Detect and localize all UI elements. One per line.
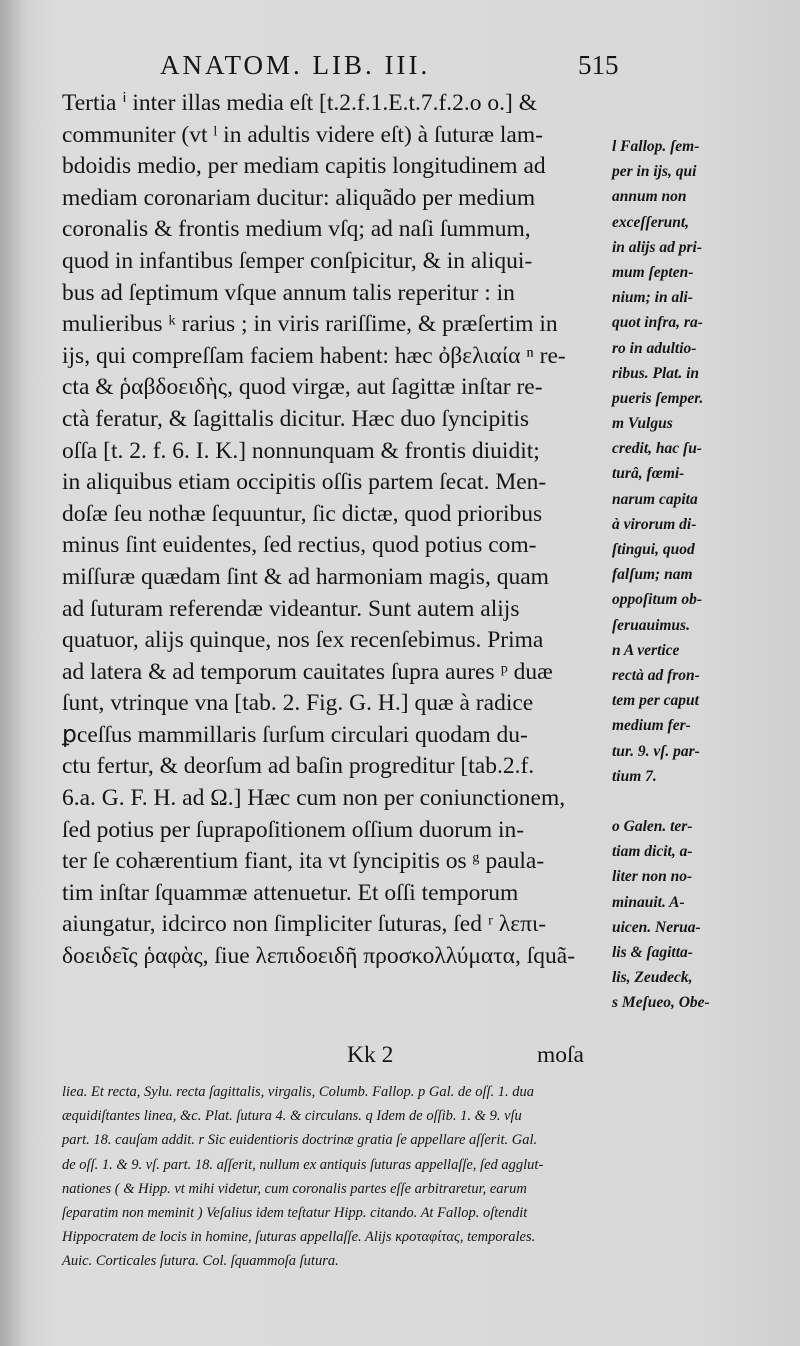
text-line: cta & ῥαβδοειδὴς, quod virgæ, aut ſagittæ inſtar re- <box>62 374 543 401</box>
margin-line: uicen. Nerua- <box>612 918 701 936</box>
text-line: ad latera & ad temporum cauitates ſupra aures ᵖ duæ <box>62 658 553 685</box>
footnote-line: ſeparatim non meminit ) Veſalius idem teſtatur Hipp. citando. At Fallop. oſtendit <box>62 1204 528 1221</box>
footnote-line: liea. Et recta, Sylu. recta ſagittalis, virgalis, Columb. Fallop. p Gal. de oſſ. 1. dua <box>62 1084 535 1100</box>
margin-line: ſeruauimus. <box>612 616 690 634</box>
text-line: mulieribus ᵏ rarius ; in viris rariſſime, & præſertim in <box>62 311 558 338</box>
margin-line: tiam dicit, a- <box>612 843 693 861</box>
text-line: bus ad ſeptimum vſque annum talis reperitur : in <box>62 279 515 306</box>
footnote-line: æquidiſtantes linea, &c. Plat. ſutura 4. & circulans. q Idem de oſſib. 1. & 9. vſu <box>62 1108 522 1125</box>
footnote-line: part. 18. cauſam addit. r Sic euidentioris doctrinæ gratia ſe appellare aſſerit. Gal. <box>62 1132 538 1149</box>
margin-line: exceſſerunt, <box>612 213 690 231</box>
margin-line: ribus. Plat. in <box>612 364 699 382</box>
margin-line: minauit. A- <box>612 893 685 911</box>
margin-line: tem per caput <box>612 692 699 710</box>
margin-line: ſtingui, quod <box>612 541 695 558</box>
margin-line: turâ, fœmi- <box>612 465 685 483</box>
footnote-line: de oſſ. 1. & 9. vſ. part. 18. aſſerit, nullum ex antiquis ſuturas appellaſſe, ſed agglut- <box>62 1156 544 1173</box>
text-line: ctu fertur, & deorſum ad baſin progreditur [tab.2.f. <box>62 753 535 780</box>
text-line: δοειδεῖς ῥαφὰς, ſiue λεπιδοειδῆ προσκολλύματα, ſquã- <box>62 943 576 970</box>
margin-line: quot infra, ra- <box>612 314 703 332</box>
margin-line: medium fer- <box>612 717 691 735</box>
text-line: mediam coronariam ducitur: aliquãdo per medium <box>62 184 536 211</box>
margin-line: pueris ſemper. <box>612 389 704 407</box>
margin-line: ro in adultio- <box>612 339 697 357</box>
text-line: quod in infantibus ſemper conſpicitur, & in aliqui- <box>62 247 533 274</box>
text-line: coronalis & frontis medium vſq; ad naſi ſummum, <box>62 216 531 243</box>
page-number: 515 <box>578 50 619 80</box>
running-title: ANATOM. LIB. III. <box>160 50 431 80</box>
footnote-line <box>62 1322 782 1346</box>
margin-line: o Galen. ter- <box>612 818 693 836</box>
text-line: 6.a. G. F. H. ad Ω.] Hæc cum non per coniunctionem, <box>62 785 566 812</box>
margin-line: s Meſueo, Obe- <box>612 994 710 1012</box>
margin-line: m Vulgus <box>612 415 673 433</box>
text-line: doſæ ſeu nothæ ſequuntur, ſic dictæ, quod prioribus <box>62 500 543 527</box>
margin-line: lis & ſagitta- <box>612 944 693 961</box>
running-header <box>160 50 619 81</box>
text-line: communiter (vt ˡ in adultis videre eſt) à ſuturæ lam- <box>62 121 543 148</box>
margin-line: in alijs ad pri- <box>612 238 703 256</box>
text-line: tim inſtar ſquammæ attenuetur. Et oſſi temporum <box>62 879 519 906</box>
margin-line <box>612 789 797 814</box>
text-line: ctà feratur, & ſagittalis dicitur. Hæc duo ſyncipitis <box>62 405 529 432</box>
margin-line: n A vertice <box>612 641 680 659</box>
margin-line: rectà ad fron- <box>612 666 700 684</box>
footnote-line: Hippocratem de locis in homine, ſuturas appellaſſe. Alijs κροταφίτας, temporales. <box>62 1229 536 1246</box>
margin-line: nium; in ali- <box>612 289 693 307</box>
margin-line: oppoſitum ob- <box>612 591 702 609</box>
text-line: miſſuræ quædam ſint & ad harmoniam magis, quam <box>62 563 549 590</box>
text-line: in aliquibus etiam occipitis oſſis partem ſecat. Men- <box>62 469 547 496</box>
margin-line: annum non <box>612 188 687 206</box>
text-line <box>62 973 612 1005</box>
text-line <box>62 1004 612 1036</box>
text-line: quatuor, alijs quinque, nos ſex recenſebimus. Prima <box>62 627 544 654</box>
marginal-notes <box>612 134 797 1066</box>
catchword: moſa <box>537 1042 584 1068</box>
margin-line: l Fallop. ſem- <box>612 138 700 155</box>
margin-line: lis, Zeudeck, <box>612 969 693 987</box>
footnote-line: nationes ( & Hipp. vt mihi videtur, cum coronalis partes eſſe arbitraretur, earum <box>62 1180 527 1197</box>
footnote-line <box>62 1274 782 1298</box>
text-line: ter ſe cohærentium fiant, ita vt ſyncipitis os ᵍ paula- <box>62 848 545 875</box>
footnote-line <box>62 1298 782 1322</box>
text-line: Tertia ⁱ inter illas media eſt [t.2.f.1.E.t.7.f.2.o o.] & <box>62 90 538 116</box>
text-line: bdoidis medio, per mediam capitis longitudinem ad <box>62 153 546 180</box>
text-line: ꝑceſſus mammillaris ſurſum circulari quodam du- <box>62 721 528 748</box>
footnote-line: Auic. Corticales ſutura. Col. ſquammoſa ſutura. <box>62 1253 339 1270</box>
text-line: ad ſuturam referendæ videantur. Sunt autem alijs <box>62 595 520 622</box>
text-line: aiungatur, idcirco non ſimpliciter ſuturas, ſed ʳ λεπι- <box>62 911 547 938</box>
margin-line: credit, hac ſu- <box>612 440 702 458</box>
text-line: ſed potius per ſuprapoſitionem oſſium duorum in- <box>62 816 525 843</box>
text-line: ſunt, vtrinque vna [tab. 2. Fig. G. H.] quæ à radice <box>62 690 534 717</box>
margin-line: mum ſepten- <box>612 263 694 281</box>
margin-line <box>612 1016 797 1041</box>
margin-line: liter non no- <box>612 868 693 886</box>
text-line: oſſa [t. 2. f. 6. I. K.] nonnunquam & frontis diuidit; <box>62 437 540 464</box>
margin-line: à virorum di- <box>612 515 697 533</box>
margin-line <box>612 1041 797 1066</box>
catchline <box>62 1042 622 1074</box>
signature-mark: Kk 2 <box>347 1042 394 1068</box>
footnotes <box>62 1080 782 1346</box>
text-line: minus ſint euidentes, ſed rectius, quod potius com- <box>62 532 537 559</box>
margin-line: tur. 9. vſ. par- <box>612 742 700 760</box>
margin-line: falſum; nam <box>612 566 693 584</box>
margin-line: narum capita <box>612 490 698 508</box>
margin-line: tium 7. <box>612 767 657 785</box>
text-line: ijs, qui compreſſam faciem habent: hæc ὀβελιαία ⁿ re- <box>62 342 566 369</box>
margin-line: per in ijs, qui <box>612 163 697 181</box>
main-text-column <box>62 88 612 1036</box>
